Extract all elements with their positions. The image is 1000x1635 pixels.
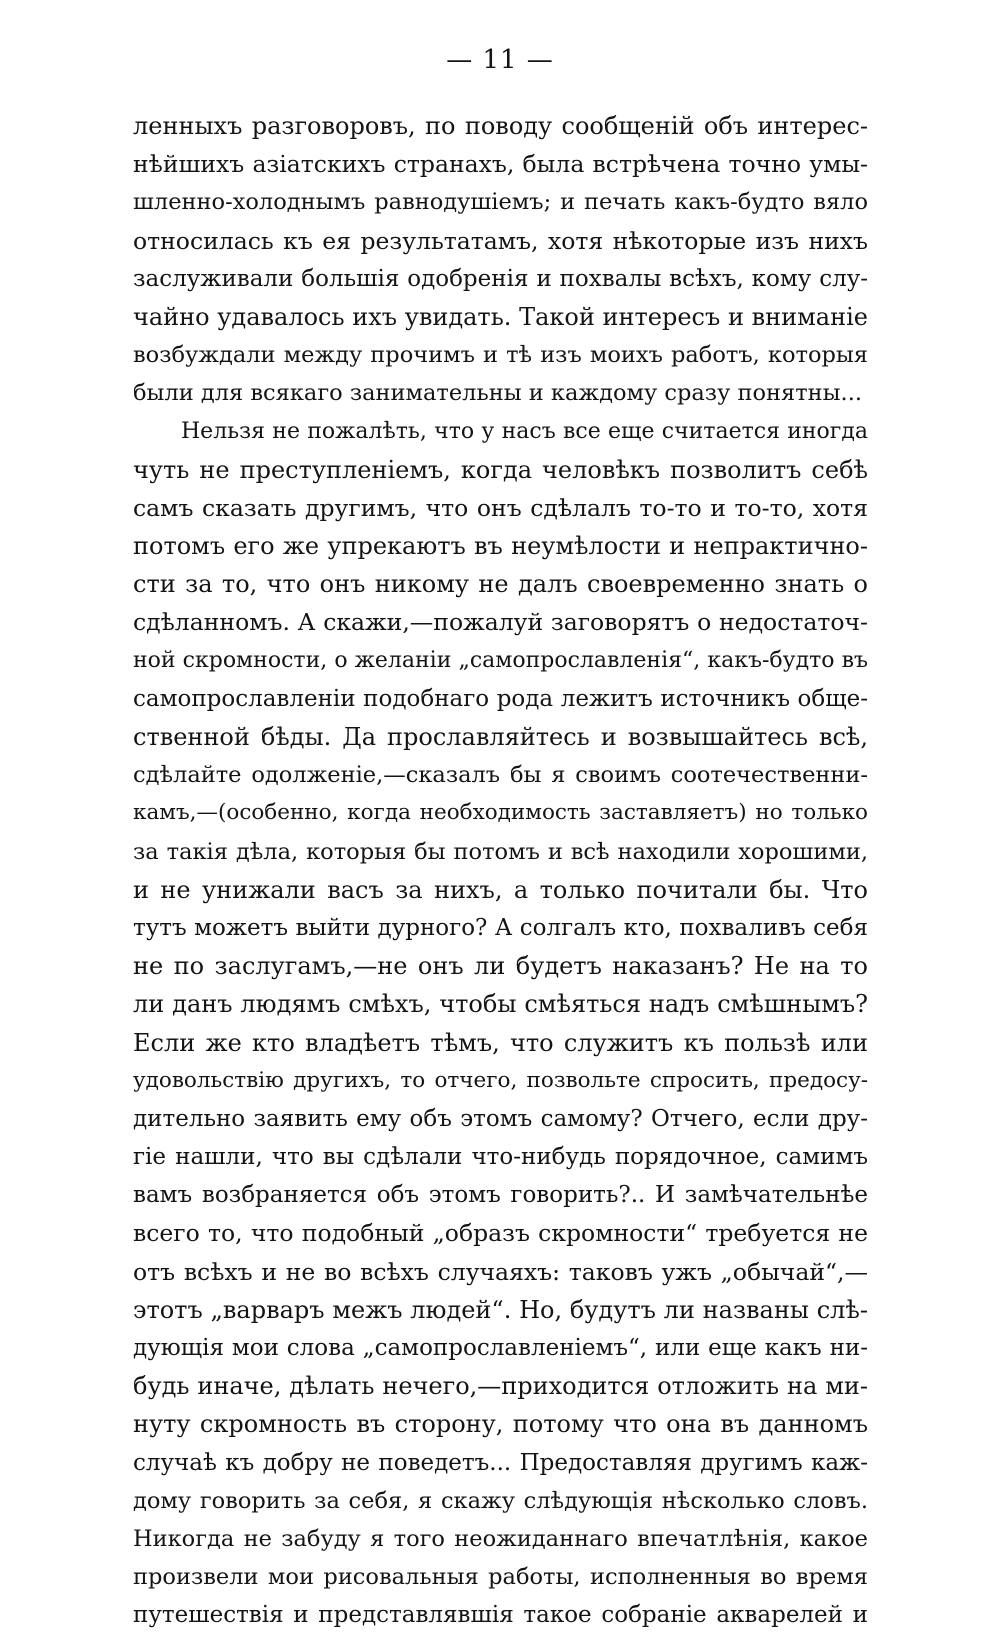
text-line: Если же кто владѣетъ тѣмъ, что служитъ къ пользѣ или — [133, 1028, 868, 1057]
text-line: ственной бѣды. Да прославляйтесь и возвышайтесь всѣ, — [133, 723, 868, 751]
text-line: тутъ можетъ выйти дурного? А солгалъ кто, похваливъ себя — [133, 914, 868, 941]
text-line: чуть не преступленіемъ, когда человѣкъ позволитъ себѣ — [133, 455, 868, 484]
text-line: ной скромности, о желаніи „самопрославленія“, какъ-будто въ — [133, 647, 868, 673]
text-line: дительно заявить ему объ этомъ самому? Отчего, если дру- — [133, 1105, 868, 1132]
body-text — [133, 107, 868, 1635]
paragraph-end-line: были для всякаго занимательны и каждому сразу понятны... — [133, 380, 863, 407]
text-line: случаѣ къ добру не поведетъ... Предоставляя другимъ каж- — [133, 1449, 868, 1476]
text-line: сти за то, что онъ никому не далъ своевременно знать о — [133, 570, 868, 599]
text-line: сдѣланномъ. А скажи,—пожалуй заговорятъ о недостаточ- — [133, 608, 868, 637]
text-line: ли данъ людямъ смѣхъ, чтобы смѣяться надъ смѣшнымъ? — [133, 990, 868, 1019]
paragraph-start-line: Нельзя не пожалѣть, что у насъ все еще считается иногда — [181, 418, 868, 444]
text-line: нѣйшихъ азіатскихъ странахъ, была встрѣчена точно умы- — [133, 150, 868, 179]
page-number: — 11 — — [446, 45, 554, 75]
text-line: путешествія и представлявшія такое собраніе акварелей и — [133, 1602, 868, 1629]
text-line: будь иначе, дѣлать нечего,—приходится отложить на ми- — [133, 1372, 868, 1401]
text-line: удовольствію другихъ, то отчего, позвольте спросить, предосу- — [133, 1067, 868, 1093]
text-line: гіе нашли, что вы сдѣлали что-нибудь порядочное, самимъ — [133, 1144, 868, 1171]
text-line: возбуждали между прочимъ и тѣ изъ моихъ работъ, которыя — [133, 342, 868, 369]
text-line: не по заслугамъ,—не онъ ли будетъ наказанъ? Не на то — [133, 952, 868, 981]
text-line: самопрославленіи подобнаго рода лежитъ источникъ обще- — [133, 685, 868, 712]
text-line: нуту скромность въ сторону, потому что она въ данномъ — [133, 1410, 868, 1439]
text-line: этотъ „варваръ межъ людей“. Но, будутъ ли названы слѣ- — [133, 1295, 868, 1324]
text-line: камъ,—(особенно, когда необходимость заставляетъ) но только — [133, 800, 868, 826]
text-line: вамъ возбраняется объ этомъ говорить?.. И замѣчательнѣе — [133, 1182, 868, 1209]
text-line: ленныхъ разговоровъ, по поводу сообщеній объ интерес- — [133, 112, 868, 140]
text-line: произвели мои рисовальныя работы, исполненныя во время — [133, 1564, 868, 1591]
text-line: дому говорить за себя, я скажу слѣдующія нѣсколько словъ. — [133, 1487, 868, 1514]
text-line: дующія мои слова „самопрославленіемъ“, или еще какъ ни- — [133, 1335, 868, 1361]
text-line: чайно удавалось ихъ увидать. Такой интересъ и вниманіе — [133, 302, 868, 331]
text-line: всего то, что подобный „образъ скромности“ требуется не — [133, 1219, 868, 1248]
text-line: сдѣлайте одолженіе,—сказалъ бы я своимъ соотечественни- — [133, 762, 868, 789]
text-line: самъ сказать другимъ, что онъ сдѣлалъ то-то и то-то, хотя — [133, 493, 868, 522]
text-line: шленно-холоднымъ равнодушіемъ; и печать какъ-будто вяло — [133, 189, 868, 216]
text-line: относилась къ ея результатамъ, хотя нѣкоторые изъ нихъ — [133, 226, 868, 255]
text-line: за такія дѣла, которыя бы потомъ и всѣ находили хорошими, — [133, 838, 868, 865]
text-line: потомъ его же упрекаютъ въ неумѣлости и непрактично- — [133, 532, 868, 561]
text-line: заслуживали большія одобренія и похвалы всѣхъ, кому слу- — [133, 265, 868, 292]
text-line: и не унижали васъ за нихъ, а только почитали бы. Что — [133, 875, 868, 904]
text-line: Никогда не забуду я того неожиданнаго впечатлѣнія, какое — [133, 1525, 868, 1552]
text-line: отъ всѣхъ и не во всѣхъ случаяхъ: таковъ ужъ „обычай“,— — [133, 1257, 868, 1286]
